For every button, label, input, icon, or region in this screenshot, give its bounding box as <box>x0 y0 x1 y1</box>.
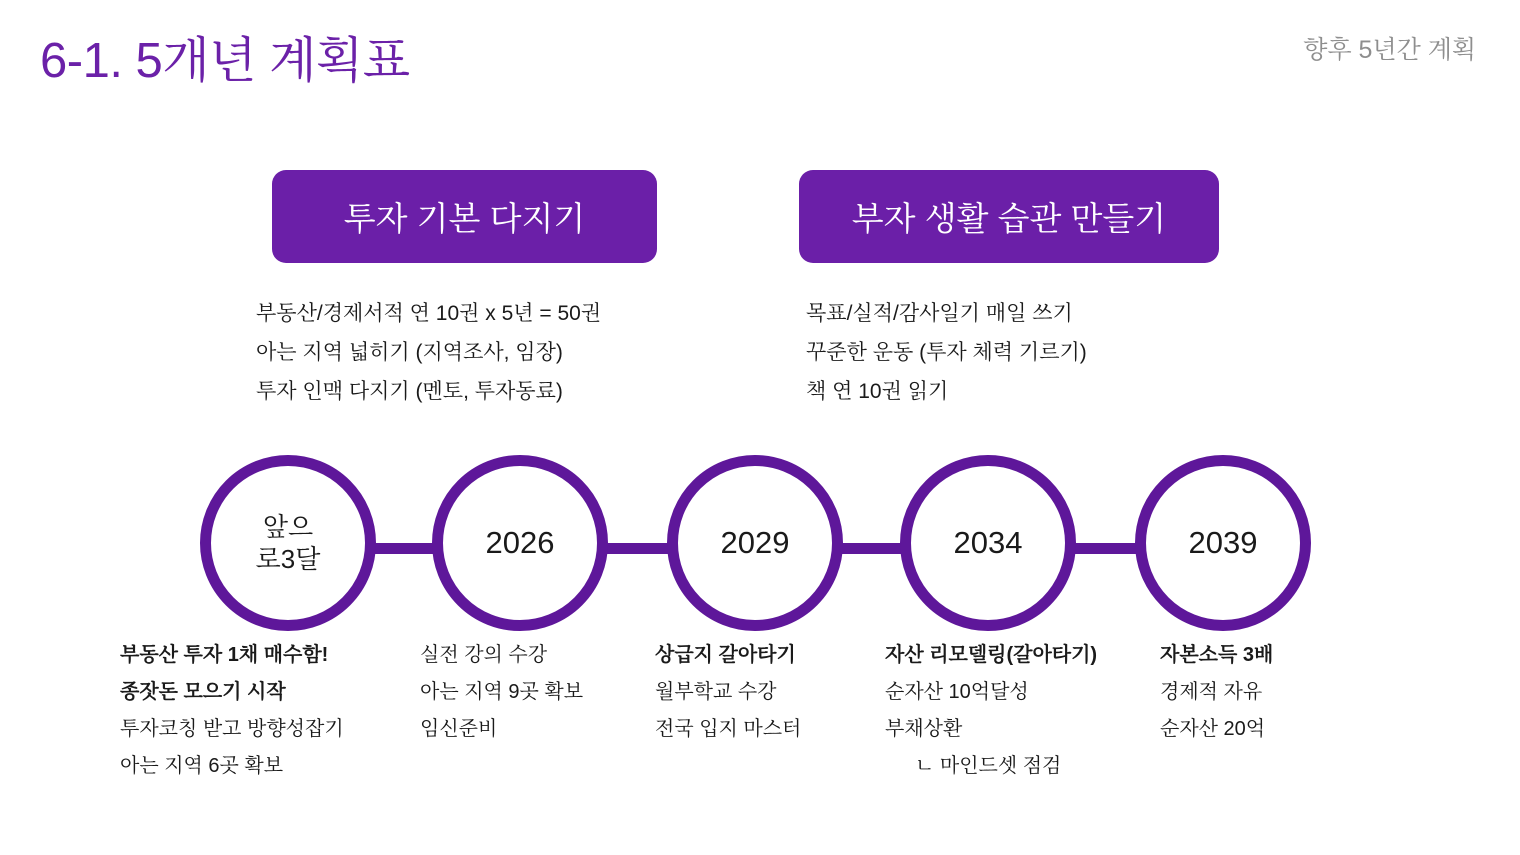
card-body-line: 투자 인맥 다지기 (멘토, 투자동료) <box>256 380 563 403</box>
timeline-caption-line: 부채상환 <box>885 718 963 740</box>
timeline-node-label: 앞으 로3달 <box>255 512 321 574</box>
timeline-caption-line: 상급지 갈아타기 <box>655 644 796 666</box>
timeline-caption <box>420 637 583 748</box>
card-body-line: 부동산/경제서적 연 10권 x 5년 = 50권 <box>256 302 602 325</box>
timeline-caption-line: 전국 입지 마스터 <box>655 718 802 740</box>
timeline-caption <box>120 637 344 785</box>
timeline-caption-line: 종잣돈 모으기 시작 <box>120 681 286 703</box>
timeline-caption-line: 아는 지역 6곳 확보 <box>120 755 284 777</box>
timeline-caption-line: 아는 지역 9곳 확보 <box>420 681 584 703</box>
timeline-caption-line: 실전 강의 수강 <box>420 644 548 666</box>
timeline-caption <box>655 637 801 748</box>
header-note: 향후 5년간 계획 <box>1303 36 1476 64</box>
timeline-node-label: 2034 <box>953 525 1023 560</box>
timeline-node[interactable] <box>200 455 376 631</box>
timeline-node-label: 2039 <box>1188 525 1258 560</box>
timeline-caption-line: 월부학교 수강 <box>655 681 777 703</box>
timeline-caption-line: 임신준비 <box>420 718 498 740</box>
timeline-caption-line: 자산 리모델링(갈아타기) <box>885 644 1098 666</box>
card-pill-investment-basics: 투자 기본 다지기 <box>272 170 657 263</box>
timeline-caption-line: 부동산 투자 1채 매수함! <box>120 644 329 666</box>
timeline-node[interactable] <box>667 455 843 631</box>
timeline <box>0 455 1520 855</box>
timeline-node[interactable] <box>900 455 1076 631</box>
card-pill-rich-habits: 부자 생활 습관 만들기 <box>799 170 1219 263</box>
card-body-rich-habits <box>806 294 1087 411</box>
timeline-caption <box>885 637 1097 785</box>
card-body-line: 꾸준한 운동 (투자 체력 기르기) <box>806 341 1087 364</box>
timeline-caption-line: 경제적 자유 <box>1160 681 1263 703</box>
page-title: 6-1. 5개년 계획표 <box>40 34 410 88</box>
card-body-line: 책 연 10권 읽기 <box>806 380 949 403</box>
card-body-line: 아는 지역 넓히기 (지역조사, 임장) <box>256 341 563 364</box>
timeline-caption-line: 투자코칭 받고 방향성잡기 <box>120 718 344 740</box>
card-body-line: 목표/실적/감사일기 매일 쓰기 <box>806 302 1073 325</box>
timeline-caption-line: 순자산 10억달성 <box>885 681 1029 703</box>
timeline-caption <box>1160 637 1273 748</box>
card-body-investment-basics <box>256 294 601 411</box>
timeline-node[interactable] <box>1135 455 1311 631</box>
timeline-node[interactable] <box>432 455 608 631</box>
timeline-caption-line: ㄴ 마인드셋 점검 <box>915 755 1062 777</box>
timeline-node-label: 2026 <box>485 525 555 560</box>
timeline-caption-line: 순자산 20억 <box>1160 718 1266 740</box>
timeline-node-label: 2029 <box>720 525 790 560</box>
timeline-caption-line: 자본소득 3배 <box>1160 644 1274 666</box>
